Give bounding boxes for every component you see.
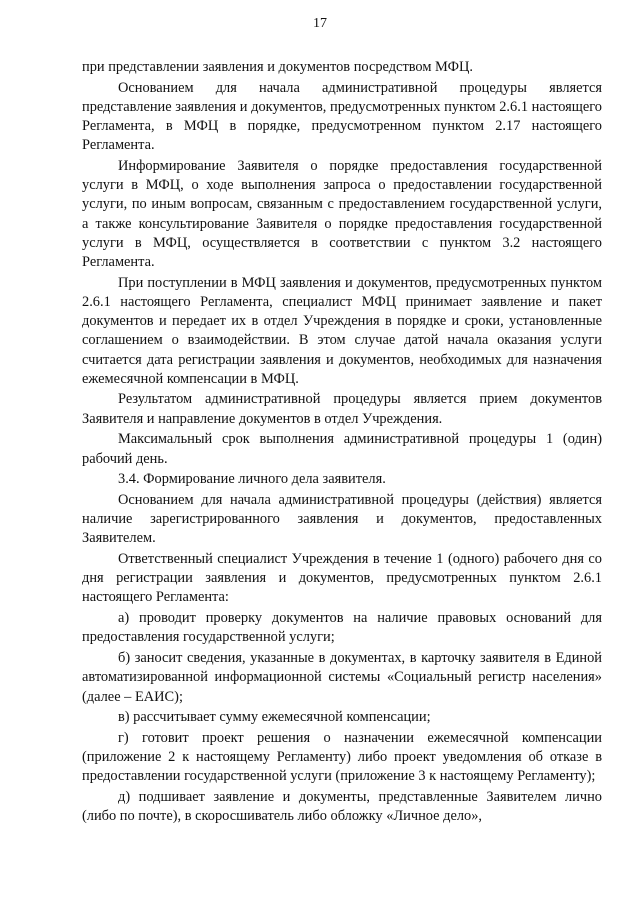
paragraph-informing: Информирование Заявителя о порядке предоставления государственной услуги в МФЦ, о ходе выполнения запроса о предоставлении государственной услуги, по иным вопросам, связанным с предоставлением государственной услуги, а также консультирование Заявителя о порядке предоставления государственной услуги в МФЦ, осуществляется в соответствии с пунктом 3.2 настоящего Регламента. [82,158,602,271]
list-item-a: а) проводит проверку документов на наличие правовых оснований для предоставления государственной услуги; [82,610,602,646]
list-item-g: г) готовит проект решения о назначении ежемесячной компенсации (приложение 2 к настоящему Регламенту) либо проект уведомления об отказе в предоставлении государственной услуги (приложение 3 к настоящему Регламенту); [82,729,602,785]
paragraph-basis-personal-file: Основанием для начала административной процедуры (действия) является наличие зарегистрированного заявления и документов, предоставленных Заявителем. [82,491,602,547]
paragraph-result: Результатом административной процедуры является прием документов Заявителя и направление документов в отдел Учреждения. [82,391,602,427]
list-item-v: в) рассчитывает сумму ежемесячной компенсации; [118,709,431,726]
section-heading-3-4: 3.4. Формирование личного дела заявителя. [118,471,386,488]
page-number: 17 [313,16,327,31]
document-body [82,58,602,828]
paragraph-responsible-specialist: Ответственный специалист Учреждения в течение 1 (одного) рабочего дня со дня регистрации заявления и документов, предусмотренных пунктом 2.6.1 настоящего Регламента: [82,551,602,606]
list-item-b: б) заносит сведения, указанные в документах, в карточку заявителя в Единой автоматизированной информационной системы «Социальный регистр населения» (далее – ЕАИС); [82,650,602,705]
paragraph-receipt-mfc: При поступлении в МФЦ заявления и документов, предусмотренных пунктом 2.6.1 настоящего Регламента, специалист МФЦ принимает заявление и пакет документов и передает их в отдел Учреждения в порядке и сроки, установленные соглашением о взаимодействии. В этом случае датой начала оказания услуги считается дата регистрации заявления и документов, необходимых для назначения ежемесячной компенсации в МФЦ. [82,274,602,387]
paragraph-continuation: при представлении заявления и документов посредством МФЦ. [82,59,474,75]
paragraph-max-term: Максимальный срок выполнения административной процедуры 1 (один) рабочий день. [82,431,602,467]
paragraph-basis-mfc: Основанием для начала административной процедуры является представление заявления и документов, предусмотренных пунктом 2.6.1 настоящего Регламента, в МФЦ в порядке, предусмотренном пунктом 2.17 настоящего Регламента. [82,79,602,154]
list-item-d: д) подшивает заявление и документы, представленные Заявителем лично (либо по почте), в скоросшиватель либо обложку «Личное дело», [82,789,602,825]
